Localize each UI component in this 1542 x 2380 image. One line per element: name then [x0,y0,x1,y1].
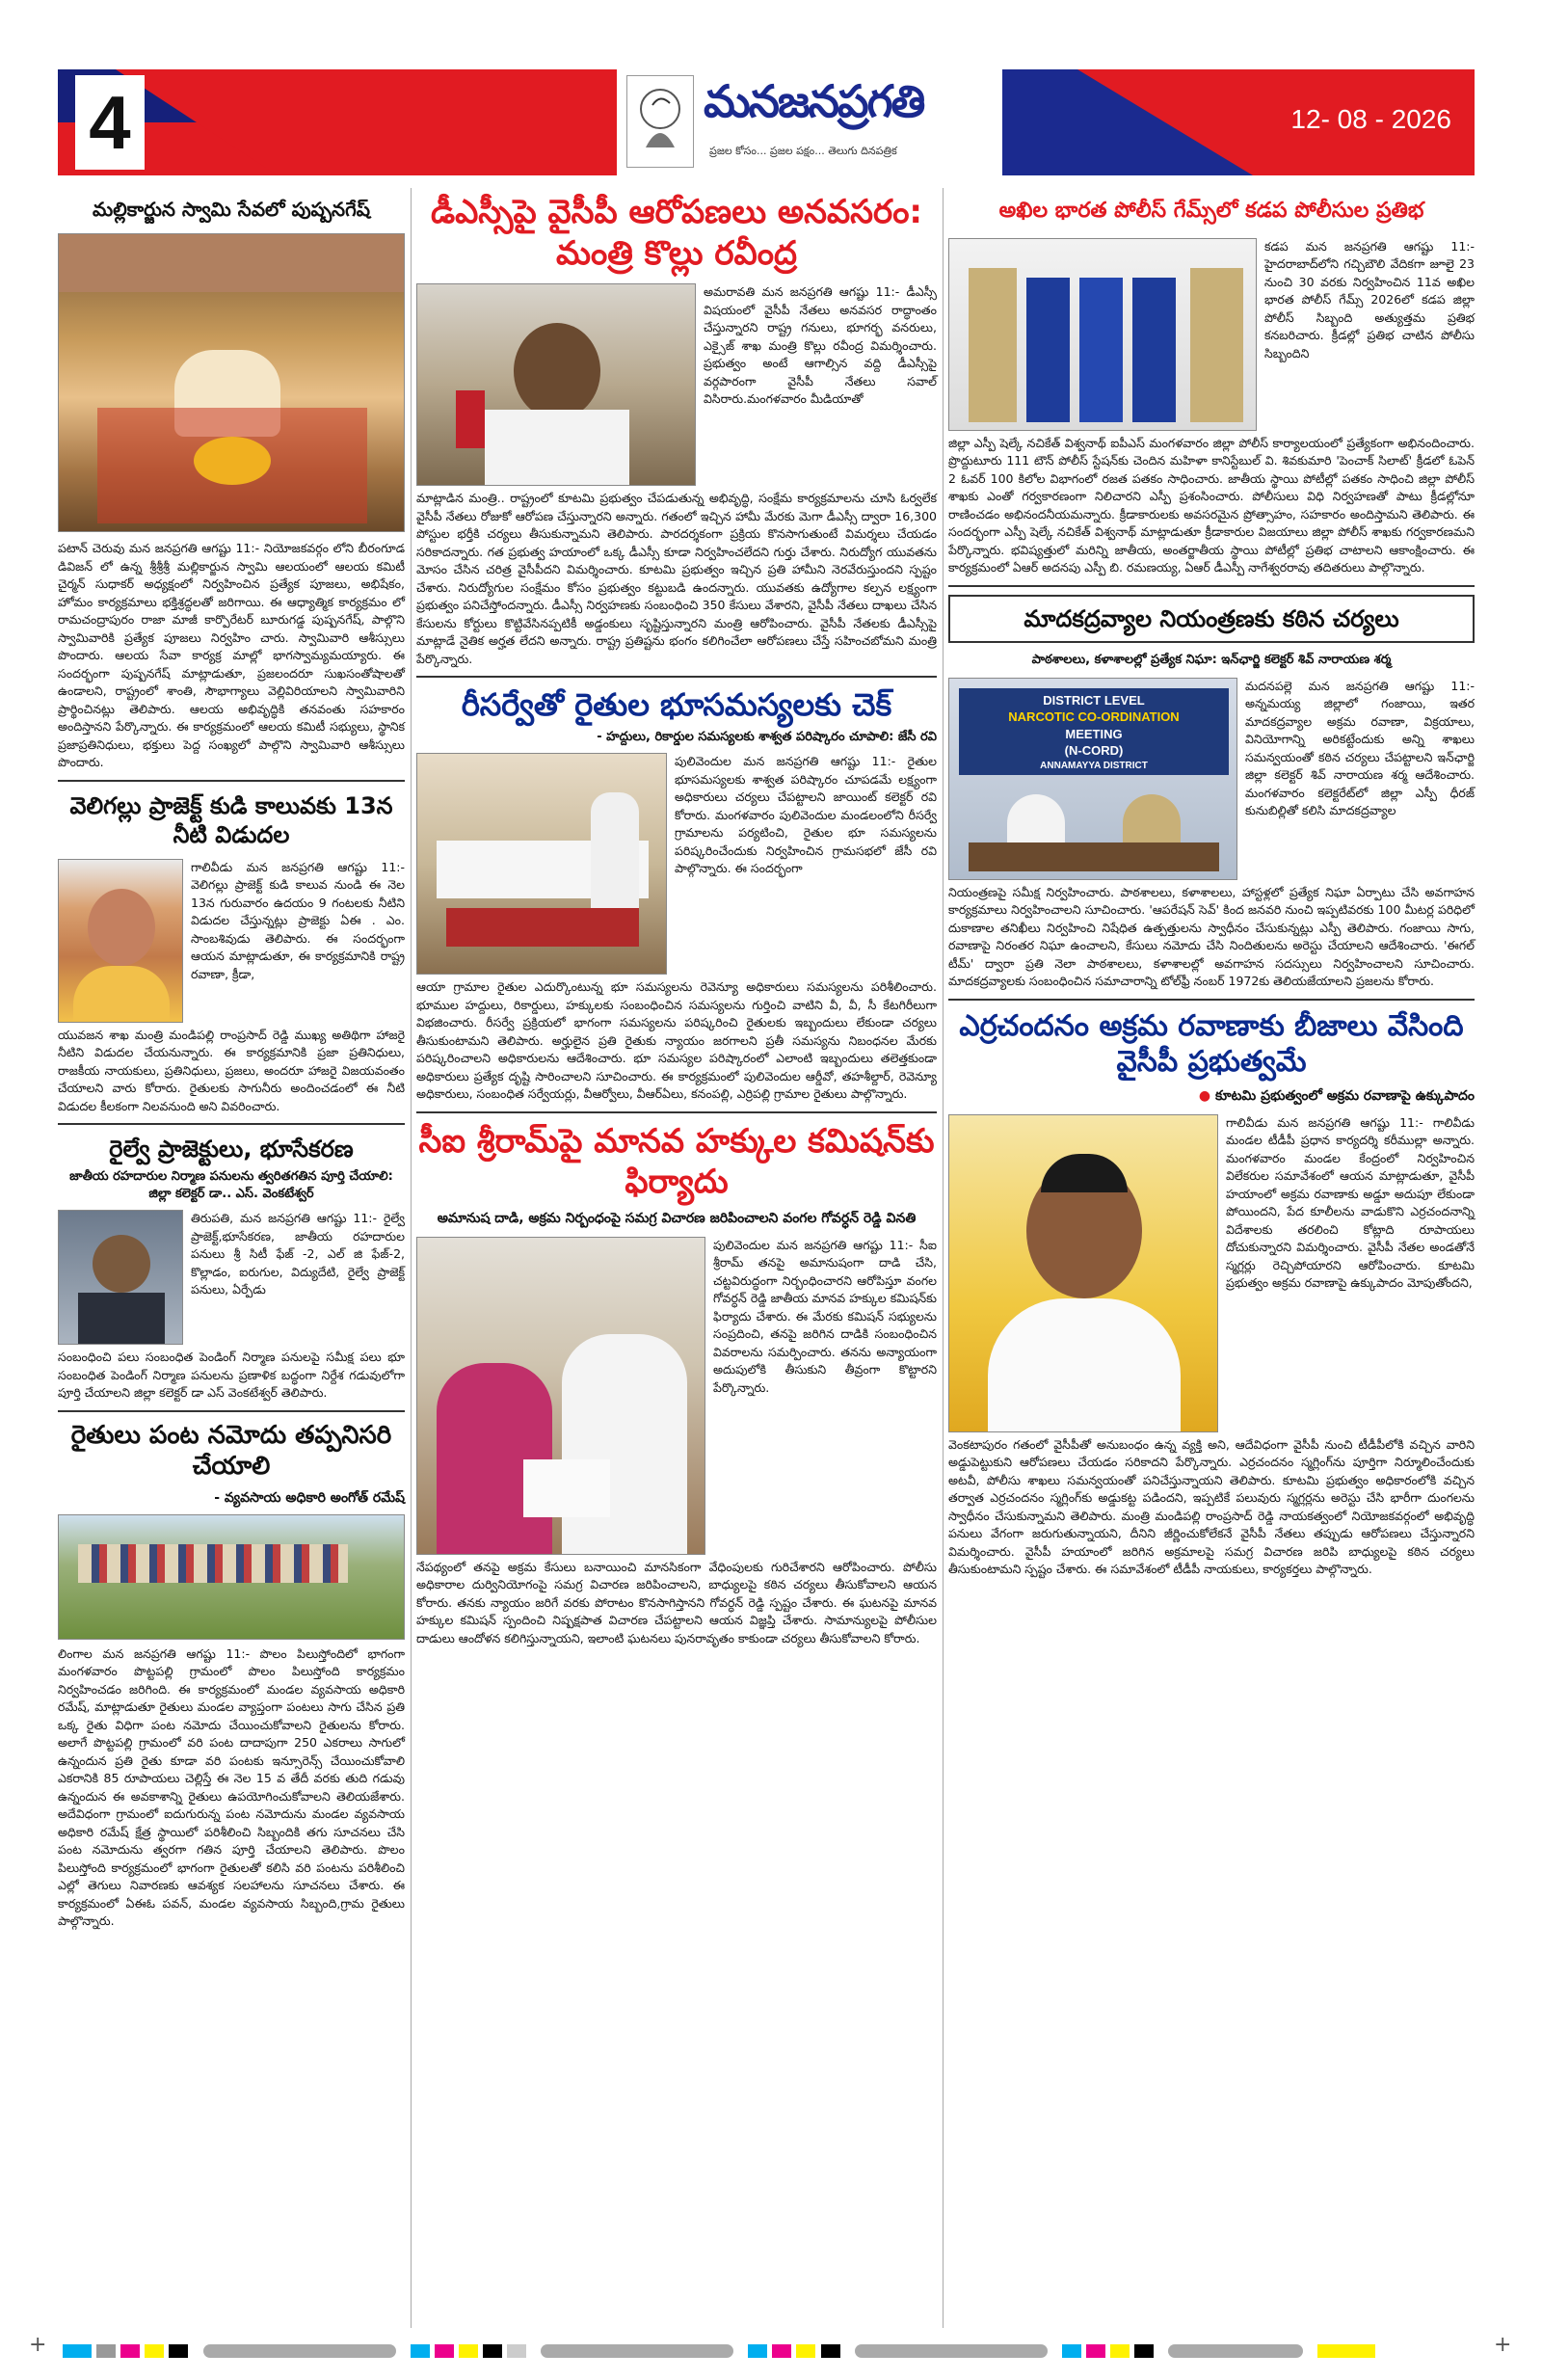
article-body: యువజన శాఖ మంత్రి మండిపల్లి రాంప్రసాద్ రెడ్డి ముఖ్య అతిథిగా హాజరై నీటిని విడుదల చేయనున్నారు. ఈ కార్యక్రమానికి ప్రజా ప్రతినిధులు, రాజకీయ నాయకులు, ప్రతినిధులు, ప్రజలు, అందరూ హాజరై విజయవంతం చేయాలని వారు కోరారు. రైతులకు సాగునీరు అందించడంలో ఈ నీటి విడుదల కీలకంగా నిలవనుంది అని వివరించారు. [58,1027,405,1113]
headline: మల్లికార్జున స్వామి సేవలో పుష్పనగేష్ [92,198,371,221]
article-body-top: మదనపల్లె మన జనప్రగతి ఆగష్టు 11:- అన్నమయ్య జిల్లాలో గంజాయి, ఇతర మాదకద్రవ్యాల అక్రమ రవాణా, విక్రయాలు, వినియోగాన్ని అరికట్టేందుకు అన్ని శాఖలు సమన్వయంతో కఠిన చర్యలు చేపట్టాలని ఇన్‌ఛార్జి జిల్లా కలెక్టర్ శివ్ నారాయణ శర్మ ఆదేశించారు. మంగళవారం కలెక్టరేట్‌లో జిల్లా ఎస్పీ ధీరజ్ కునుబిల్లితో కలిసి మాదకద్రవ్యాల [1245,678,1475,817]
headline: రైతులు పంట నమోదు తప్పనిసరి చేయాలి [70,1420,392,1481]
article-narcotics [948,595,1475,991]
subheadline: జాతీయ రహదారుల నిర్మాణ పనులను త్వరితగతిన పూర్తి చేయాలి: జిల్లా కలెక్టర్ డా.. ఎస్. వెంకటేశ్వర్ [69,1169,393,1201]
headline: మాదకద్రవ్యాల నియంత్రణకు కఠిన చర్యలు [1024,604,1399,632]
narcotics-meeting-photo [948,678,1237,880]
headline: వెలిగల్లు ప్రాజెక్ట్ కుడి కాలువకు 13న నీటి విడుదల [69,791,393,848]
crop-mark-icon: + [29,2333,47,2357]
banner-line: (N-CORD) [1064,743,1124,759]
banner-line: NARCOTIC CO-ORDINATION [1008,709,1180,725]
column-center [416,188,937,1647]
masthead-logo [617,69,1002,175]
article-body-top: గాలివీడు మన జనప్రగతి ఆగష్టు 11:- గాలివీడు మండల టీడీపీ ప్రధాన కార్యదర్శి కరీముల్లా అన్నారు. మంగళవారం మండల కేంద్రంలో నిర్వహించిన విలేకరుల సమావేశంలో ఆయన మాట్లాడుతూ, వైసీపీ హయాంలో అక్రమ రవాణాకు అడ్డూ అదుపూ లేకుండా పోయిందని, పేద కూలీలను వాడుకొని ఎర్రచందనాన్ని విదేశాలకు తరలించి కోట్లాది రూపాయలు దోచుకున్నారని విమర్శించారు. వైసీపీ నేతల అండతోనే స్మగ్లర్లు రెచ్చిపోయారని ఆరోపించారు. కూటమి ప్రభుత్వం అక్రమ రవాణాపై ఉక్కుపాదం మోపుతోందని, [1226,1114,1475,1290]
collector-photo [58,1210,183,1345]
newspaper-title: మనజనప్రగతి [704,75,924,127]
issue-date: 12- 08 - 2026 [1290,104,1451,134]
headline: రీసర్వేతో రైతుల భూసమస్యలకు చెక్ [461,686,892,723]
column-right [948,188,1475,1579]
article-human-rights [416,1121,937,1648]
column-divider [411,188,412,2328]
subheadline: పాఠశాలలు, కళాశాలల్లో ప్రత్యేక నిఘా: ఇన్‌ఛార్జి కలెక్టర్ శివ్ నారాయణ శర్మ [1031,652,1392,667]
police-team-photo [948,238,1257,431]
article-red-sanders [948,1008,1475,1579]
crop-mark-icon: + [1494,2333,1512,2357]
meeting-photo [416,753,667,975]
article-body-top: పులివెందుల మన జనప్రగతి ఆగష్టు 11:- సీఐ శ్రీరామ్ తనపై అమానుషంగా దాడి చేసి, చట్టవిరుద్ధంగా నిర్బంధించారని ఆరోపిస్తూ వంగల గోవర్ధన్ రెడ్డి జాతీయ మానవ హక్కుల కమిషన్‌కు ఫిర్యాదు చేశారు. ఈ మేరకు కమిషన్ సభ్యులను సంప్రదించి, తనపై జరిగిన దాడికి సంబంధించిన వివరాలను సమర్పించారు. తనను అన్యాయంగా అదుపులోకి తీసుకుని తీవ్రంగా కొట్టారని పేర్కొన్నారు. [713,1237,937,1395]
subheadline-text: కూటమి ప్రభుత్వంలో అక్రమ రవాణాపై ఉక్కుపాదం [1214,1087,1475,1104]
field-photo [58,1514,405,1640]
headline: అఖిల భారత పోలీస్ గేమ్స్‌లో కడప పోలీసుల ప్రతిభ [998,199,1424,223]
temple-photo [58,233,405,532]
divider [416,676,937,678]
headline: సీఐ శ్రీరామ్‌పై మానవ హక్కుల కమిషన్‌కు ఫిర్యాదు [418,1121,935,1201]
headline: రైల్వే ప్రాజెక్టులు, భూసేకరణ [109,1136,354,1163]
masthead-right-band [1002,69,1475,175]
article-body: సంబంధించి పలు సంబంధిత పెండింగ్ నిర్మాణ పనులపై సమీక్ష పలు భూ సంబంధిత పెండింగ్ నిర్మాణ పనులను ప్రణాళిక బద్ధంగా నిర్దేశ గడువులోగా పూర్తి చేయాలని జిల్లా కలెక్టర్ డా ఎస్ వెంకటేశ్వర్ తెలిపారు. [58,1350,405,1400]
article-body: మాట్లాడిన మంత్రి.. రాష్ట్రంలో కూటమి ప్రభుత్వం చేపడుతున్న అభివృద్ధి, సంక్షేమ కార్యక్రమాలను చూసి ఓర్వలేక వైసీపీ నేతలు రోజుకో ఆరోపణ చేస్తున్నారని అన్నారు. గతంలో ఇచ్చిన హామీ మేరకు మెగా డీఎస్సీ ద్వారా 16,300 పోస్టుల భర్తీకి చర్యలు తీసుకున్నామని తెలిపారు. పారదర్శకంగా ప్రక్రియ కొనసాగుతుంటే విమర్శలు చేయడం సరికాదన్నారు. గత ప్రభుత్వ హయాంలో ఒక్క డీఎస్సీ కూడా నిర్వహించలేదని గుర్తు చేశారు. నిరుద్యోగ యువతను మోసం చేసిన చరిత్ర వైసీపీదని విమర్శించారు. కూటమి ప్రభుత్వం ఇచ్చిన ప్రతి హామీని నెరవేరుస్తుందని స్పష్టం చేశారు. నిరుద్యోగుల సంక్షేమం కోసం ప్రభుత్వం కట్టుబడి ఉందన్నారు. యువతకు ఉద్యోగాల కల్పన లక్ష్యంగా ప్రభుత్వం పనిచేస్తోందన్నారు. డీఎస్సీ నిర్వహణకు సంబంధించి 350 కేసులు వేశారని, వైసీపీ నేతలు దాఖలు చేసిన కేసులను కోర్టులు కొట్టివేసినప్పటికీ అడ్డంకులు సృష్టిస్తున్నారని మంత్రి ఆరోపించారు. వైసీపీ నేతలకు డీఎస్సీపై మాట్లాడే నైతిక అర్హత లేదని అన్నారు. రాష్ట్ర ప్రతిష్టను భంగం కలిగించేలా ఆరోపణలు చేస్తే సహించబోమని మంత్రి పేర్కొన్నారు. [416,491,937,666]
divider [58,780,405,782]
banner-line: ANNAMAYYA DISTRICT [1040,760,1148,771]
headline: డీఎస్సీపై వైసీపీ ఆరోపణలు అనవసరం: మంత్రి కొల్లు రవీంద్ర [430,193,923,273]
article-body-top: పులివెందుల మన జనప్రగతి ఆగష్టు 11:- రైతుల భూసమస్యలకు శాశ్వత పరిష్కారం చూపడమే లక్ష్యంగా అధికారులు చర్యలు చేపట్టాలని జాయింట్ కలెక్టర్ రవి కోరారు. మంగళవారం పులివెందుల మండలంలోని రీసర్వే గ్రామాలను పర్యటించి, రైతుల భూ సమస్యలను పరిష్కరించేందుకు నిర్వహించిన గ్రామసభలో జేసీ రవి పాల్గొన్నారు. ఈ సందర్భంగా [675,754,937,875]
newspaper-tagline: ప్రజల కోసం... ప్రజల పక్షం... తెలుగు దినపత్రిక [709,145,897,157]
headline-box [948,595,1475,643]
banner-line: MEETING [1065,726,1123,741]
divider [948,585,1475,587]
tdp-leader-photo [948,1114,1218,1432]
minister-photo [416,283,696,486]
person-photo [58,859,183,1023]
article-resurvey [416,685,937,1104]
masthead [58,69,1475,175]
article-body: జిల్లా ఎస్పీ షెల్కే నచికేత్ విశ్వనాథ్ ఐపీఎస్ మంగళవారం జిల్లా పోలీస్ కార్యాలయంలో ప్రత్యేకంగా అభినందించారు. ప్రొద్దుటూరు 111 టౌన్ పోలీస్ స్టేషన్‌కు చెందిన మహిళా కానిస్టేబుల్ వి. శివకుమారి 'పెంచాక్ సిలాట్' క్రీడలో ఓపెన్ 2 ఓవర్ 100 కిలోల విభాగంలో రజత పతకం సాధించారు. జాతీయ స్థాయి పోటీల్లో పతకం సాధించి జిల్లా పోలీస్ శాఖకు ఎంతో గర్వకారణంగా నిలిచారని ఎస్పీ ప్రశంసించారు. పోలీసులు విధి నిర్వహణతో పాటు క్రీడల్లోనూ రాణించడం అభినందనీయమన్నారు. క్రీడాకారులకు అవసరమైన ప్రోత్సాహం, సహకారం అందిస్తామని తెలిపారు. ఈ సందర్భంగా ఎస్పీ షెల్కే నచికేత్ విశ్వనాథ్ మాట్లాడుతూ క్రీడాకారుల విజయాలు జిల్లా పోలీస్ శాఖకు గర్వకారణమని పేర్కొన్నారు. భవిష్యత్తులో మరిన్ని జాతీయ, అంతర్జాతీయ స్థాయి పోటీల్లో ప్రతిభ చాటాలని ఆకాంక్షించారు. ఈ కార్యక్రమంలో ఏఆర్ అదనపు ఎస్పీ బి. రమణయ్య, ఏఆర్ డీఎస్పీ నాగేశ్వరరావు తదితరులు పాల్గొన్నారు. [948,435,1475,575]
article-railway [58,1135,405,1403]
banner-text [969,692,1219,773]
logo-emblem-icon [626,75,694,168]
masthead-left-band [58,69,617,175]
subheadline: - వ్యవసాయ అధికారి అంగోత్ రమేష్ [214,1489,405,1506]
article-veligallu [58,791,405,1116]
article-body: లింగాల మన జనప్రగతి ఆగష్టు 11:- పొలం పిలుస్తోందిలో భాగంగా మంగళవారం పొట్టపల్లి గ్రామంలో పొలం పిలుస్తోంది కార్యక్రమం నిర్వహించడం జరిగింది. ఈ కార్యక్రమంలో మండల వ్యవసాయ అధికారి రమేష్, మాట్లాడుతూ రైతులు మండల వ్యాప్తంగా పంటలు సాగు చేసిన ప్రతి ఒక్క రైతు విధిగా పంట నమోదు చేయించుకోవాలని రైతులను కోరారు. అలాగే పొట్టపల్లి గ్రామంలో వరి పంట దాదాపుగా 250 ఎకరాలు సాగులో ఉన్నందున ప్రతి రైతు కూడా వరి పంటకు ఇన్సూరెన్స్ చేయించుకోవాలి ఎకరానికి 85 రూపాయలు చెల్లిస్తే ఈ నెల 15 వ తేదీ వరకు తుది గడువు ఉన్నందున ఈ అవకాశాన్ని రైతులు ఉపయోగించుకోవాలని తెలియజేశారు. అదేవిధంగా గ్రామంలో ఐదుగురున్న పంట నమోదును మండల వ్యవసాయ అధికారి రమేష్ క్షేత్ర స్థాయిలో పరిశీలించి సిబ్బందికి తగు సూచనలు చేసి పంట నమోదును త్వరగా గతిన పూర్తి చేయాలని తెలిపారు. పొలం పిలుస్తోంది కార్యక్రమంలో భాగంగా రైతులతో కలిసి వరి పంటను పరిశీలించి ఎల్లో తెగులు నివారణకు ఆవశ్యక సలహాలను సూచనలు చేశారు. ఈ కార్యక్రమంలో ఏఈఓ పవన్, మండల వ్యవసాయ సిబ్బంది,గ్రామ రైతులు పాల్గొన్నారు. [58,1645,405,1928]
banner-line: DISTRICT LEVEL [1043,692,1145,708]
article-mallikarjuna [58,198,405,772]
article-body: వెంకటాపురం గతంలో వైసీపీతో అనుబంధం ఉన్న వ్యక్తి అని, ఆదేవిధంగా వైసీపీ నుంచి టీడీపీలోకి వచ్చిన వారిని అడ్డుపెట్టుకుని ఆరోపణలు చేయడం సరికాదని పేర్కొన్నారు. ఎర్రచందనం స్మగ్లింగ్‌ను పూర్తిగా నిర్మూలించేందుకు అటవీ, పోలీసు శాఖలు సమన్వయంతో పనిచేస్తున్నాయని తెలిపారు. కూటమి ప్రభుత్వం అధికారంలోకి వచ్చిన తర్వాత ఎర్రచందనం స్మగ్లింగ్‌కు అడ్డుకట్ట పడిందని, ఇప్పటికే పలువురు స్మగ్లర్లను అరెస్టు చేసి భారీగా దుంగలను స్వాధీనం చేసుకున్నామని తెలిపారు. మంత్రి మండిపల్లి రాంప్రసాద్ రెడ్డి నాయకత్వంలో నియోజకవర్గంలో అభివృద్ధి పనులు వేగంగా జరుగుతున్నాయని, దీనిని జీర్ణించుకోలేకనే వైసీపీ నేతలు తప్పుడు ఆరోపణలు చేస్తున్నారని విమర్శించారు. వైసీపీ హయాంలో జరిగిన అక్రమాలపై సమగ్ర విచారణ జరిపి బాధ్యులపై కఠిన చర్యలు తీసుకుంటామని స్పష్టం చేశారు. ఈ సమావేశంలో టీడీపీ నాయకులు, కార్యకర్తలు పాల్గొన్నారు. [948,1436,1475,1576]
article-body: నేపథ్యంలో తనపై అక్రమ కేసులు బనాయించి మానసికంగా వేధింపులకు గురిచేశారని ఆరోపించారు. పోలీసు అధికారాల దుర్వినియోగంపై సమగ్ర విచారణ జరిపించాలని, బాధ్యులపై కఠిన చర్యలు తీసుకోవాలని ఆయన కోరారు. తనకు న్యాయం జరిగే వరకు పోరాటం కొనసాగిస్తానని గోవర్ధన్ రెడ్డి స్పష్టం చేశారు. ఈ ఘటనపై మానవ హక్కుల కమిషన్ స్పందించి నిష్పక్షపాత విచారణ చేపట్టాలని ఆయన విజ్ఞప్తి చేశారు. సామాన్యులపై పోలీసుల దాడులు ఆందోళన కలిగిస్తున్నాయని, ఇలాంటి ఘటనలు పునరావృతం కాకుండా చర్యలు తీసుకోవాలని కోరారు. [416,1559,937,1645]
article-body-top: తిరుపతి, మన జనప్రగతి ఆగష్టు 11:- రైల్వే ప్రాజెక్ట్,భూసేకరణ, జాతీయ రహదారుల పనులు శ్రీ సిటీ ఫేజ్ -2, ఎల్ జి ఫేజ్-2, కొల్లాడం, ఐరుగుల, విద్యుదేటి, రైల్వే ప్రాజెక్ట్ పనులు, ఏర్పేడు [191,1211,405,1297]
article-police-games [948,198,1475,577]
complaint-photo [416,1237,705,1555]
divider [416,1111,937,1113]
article-dsc [416,192,937,668]
article-body-top: అమరావతి మన జనప్రగతి ఆగష్టు 11:- డీఎస్సీ విషయంలో వైసీపీ నేతలు అనవసర రాద్ధాంతం చేస్తున్నారని రాష్ట్ర గనులు, భూగర్భ వనరులు, ఎక్సైజ్ శాఖ మంత్రి కొల్లు రవీంద్ర విమర్శించారు. ప్రభుత్వం అంటే ఆగాల్సిన వద్ది డీఎస్సీపై వర్గపారంగా వైసీపీ నేతలు సవాల్ విసిరారు.మంగళవారం మీడియాతో [704,284,937,406]
article-body: పటాన్ చెరువు మన జనప్రగతి ఆగష్టు 11:- నియోజకవర్గం లోని బీరంగూడ డివిజన్ లో ఉన్న శ్రీశ్రీశ్రీ మల్లికార్జున స్వామి ఆలయంలో ఆలయ కమిటీ చైర్మన్ సుధాకర్ అధ్యక్షంలో నిర్వహించిన ప్రత్యేక పూజలు, అభిషేకం, హోమం కార్యక్రమాలు భక్తిశ్రద్ధలతో జరిగాయి. ఈ ఆధ్యాత్మిక కార్యక్రమం లో రామచంద్రాపురం రాజా మాజీ కార్పొరేటర్ బూరుగడ్డ పుష్పనగేష్, పాల్గొని స్వామివారికి ప్రత్యేక పూజలు నిర్వహిం చారు. స్వామివారి ఆశీస్సులు పొందారు. ఆలయ సేవా కార్యక్ర మాల్లో భాగస్వామ్యమయ్యారు. ఈ సందర్భంగా పుష్పనగేష్ మాట్లాడుతూ, ప్రజలందరూ సుఖసంతోషాలతో ఉండాలని, రాష్ట్రంలో శాంతి, సౌభాగ్యాలు వెల్లివిరియాలని స్వామివారిని ప్రార్థించినట్లు తెలిపారు. ఆలయ అభివృద్ధికి తనవంతు సహకారం అందిస్తానని పేర్కొన్నారు. ఈ కార్యక్రమంలో ఆలయ కమిటీ సభ్యులు, స్థానిక ప్రజాప్రతినిధులు, భక్తులు పెద్ద సంఖ్యలో పాల్గొని స్వామివారి ఆశీస్సులు పొందారు. [58,541,405,769]
divider [58,1410,405,1412]
page-number: 4 [75,75,145,170]
article-body: నియంత్రణపై సమీక్ష నిర్వహించారు. పాఠశాలలు, కళాశాలలు, హాస్టళ్లలో ప్రత్యేక నిఘా ఏర్పాటు చేసి అవగాహన కార్యక్రమాలు నిర్వహించాలని సూచించారు. 'ఆపరేషన్ సెవ్' కింద జనవరి నుంచి ఇప్పటివరకు 100 మీటర్ల పరిధిలో దుకాణాల తనిఖీలు నిర్వహించి నిషేధిత ఉత్పత్తులను స్వాధీనం చేసుకున్నట్లు ఎస్పీ తెలిపారు. గంజాయి సాగు, రవాణాపై నిరంతర నిఘా ఉంచాలని, కేసులు నమోదు చేసి నిందితులను అరెస్టు చేయాలని ఆదేశించారు. 'ఈగల్ టీమ్' ద్వారా ప్రతి నెలా పాఠశాలలు, కళాశాలల్లో అవగాహన సదస్సులు నిర్వహించాలని సూచించారు. మాదకద్రవ్యాలకు సంబంధించిన సమాచారాన్ని టోల్‌ఫ్రీ నంబర్ 1972కు తెలియజేయాలని ప్రజలను కోరారు. [948,884,1475,988]
article-body-top: కడప మన జనప్రగతి ఆగష్టు 11:- హైదరాబాద్‌లోని గచ్చిబౌలి వేదికగా జూలై 23 నుంచి 30 వరకు నిర్వహించిన 11వ అఖిల భారత పోలీస్ గేమ్స్ 2026లో కడప జిల్లా పోలీస్ సిబ్బంది అత్యుత్తమ ప్రతిభ కనబరిచారు. క్రీడల్లో ప్రతిభ చాటిన పోలీసు సిబ్బందిని [1264,238,1475,361]
divider [948,999,1475,1001]
subheadline: - హద్దులు, రికార్డుల సమస్యలకు శాశ్వత పరిష్కారం చూపాలి: జేసీ రవి [597,730,937,744]
article-body-top: గాలివీడు మన జనప్రగతి ఆగష్టు 11:- వెలిగల్లు ప్రాజెక్ట్ కుడి కాలువ నుండి ఈ నెల 13న గురువారం ఉదయం 9 గంటలకు నీటిని విడుదల చేస్తున్నట్లు ప్రాజెక్టు ఏఈ . ఎం. సాంబశివుడు తెలిపారు. ఈ సందర్భంగా ఆయన మాట్లాడుతూ, ఈ కార్యక్రమానికి రాష్ట్ర రవాణా, క్రీడా, [191,859,405,981]
subheadline [948,1088,1475,1107]
subheadline: అమానుష దాడి, అక్రమ నిర్బంధంపై సమగ్ర విచారణ జరిపించాలని వంగల గోవర్ధన్ రెడ్డి వినతి [437,1210,917,1226]
column-divider [943,188,944,2328]
headline: ఎర్రచందనం అక్రమ రవాణాకు బీజాలు వేసింది వైసీపీ ప్రభుత్వమే [959,1008,1464,1079]
bullet-icon: ● [1198,1087,1211,1104]
article-crop-registration [58,1420,405,1931]
article-body: ఆయా గ్రామాల రైతుల ఎదుర్కొంటున్న భూ సమస్యలను రెవెన్యూ అధికారులు సమస్యలను పరిశీలించారు. భూముల హద్దులు, రికార్డులు, హక్కులకు సంబంధించిన సమస్యలను గుర్తించి వాటిని వీ, వీ, సీ కేటగిరీలుగా విభజించారు. రీసర్వే ప్రక్రియలో భాగంగా సమస్యలను పరిష్కరించి రైతులకు ఇబ్బందులు లేకుండా చర్యలు తీసుకుంటామని తెలిపారు. అర్హులైన ప్రతి రైతుకు న్యాయం జరగాలని ప్రతీ సమస్యను నిబంధనల మేరకు పరిష్కరించాలని అధికారులను ఆదేశించారు. భూ సమస్యల పరిష్కారంలో ఎలాంటి ఇబ్బందులు తలెత్తకుండా అధికారులు ప్రత్యేక దృష్టి సారించాలని సూచించారు. ఈ కార్యక్రమంలో పులివెందుల ఆర్డీవో, తహశీల్దార్, రెవెన్యూ అధికారులు, సంబంధిత సర్వేయర్లు, వీఆర్వోలు, వీఆర్ఏలు, కనంపల్లి, ఎర్రిపల్లి గ్రామాల రైతులు పాల్గొన్నారు. [416,979,937,1101]
column-left [58,188,405,1931]
divider [58,1123,405,1125]
print-color-bar [39,2340,1503,2358]
